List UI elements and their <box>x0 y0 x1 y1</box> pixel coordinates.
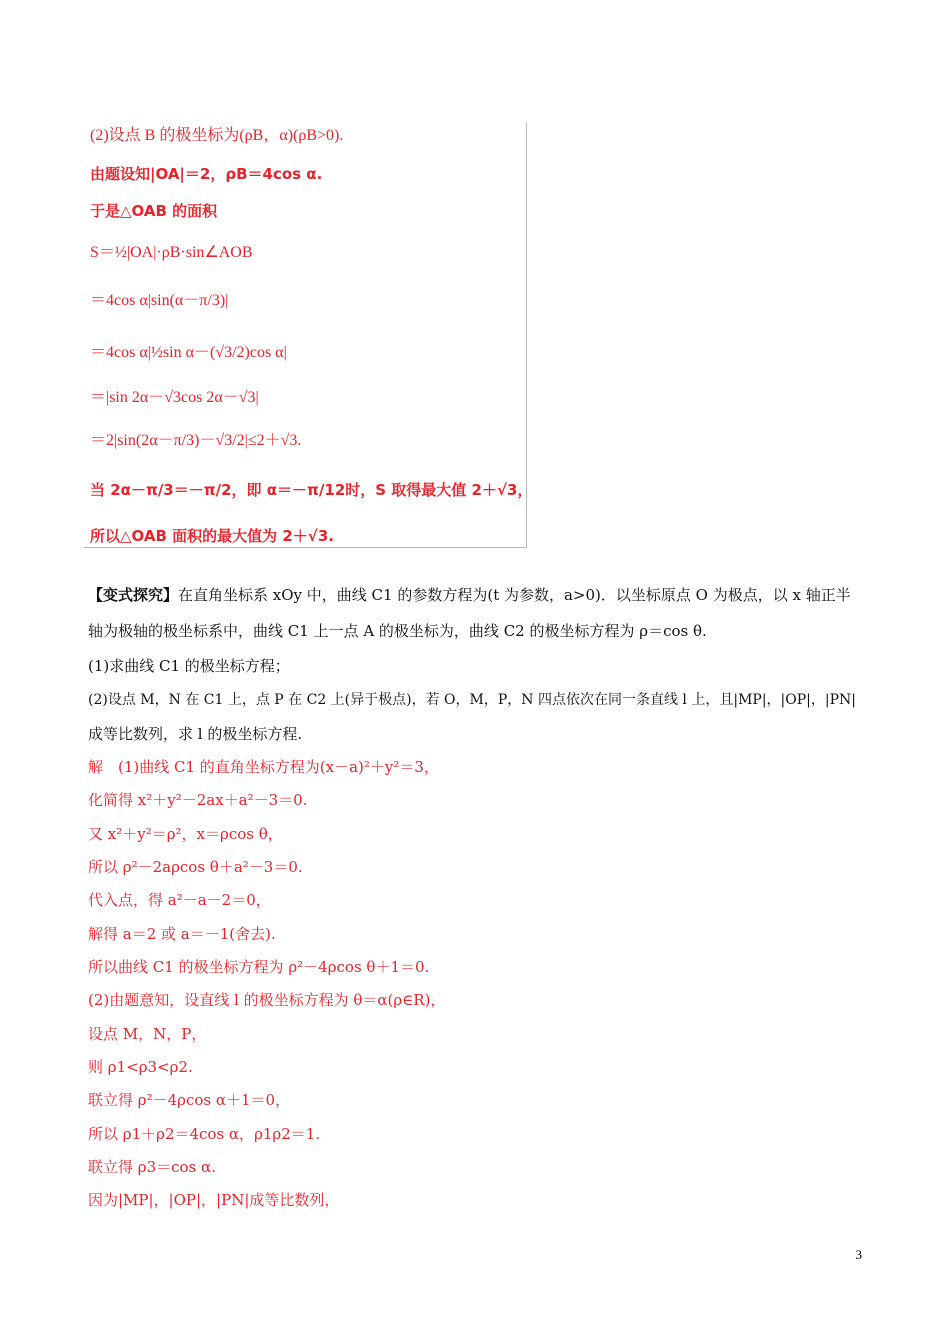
box-line: ＝|sin 2α－√3cos 2α－√3| <box>90 389 259 406</box>
box-line: 于是△OAB 的面积 <box>90 202 218 220</box>
solution-line: 化简得 x²＋y²－2ax＋a²－3＝0. <box>88 791 308 809</box>
solution-line: 所以 ρ1＋ρ2＝4cos α，ρ1ρ2＝1. <box>88 1125 321 1143</box>
box-line: ＝4cos α|sin(α－π/3)| <box>90 292 229 309</box>
box-line: ＝4cos α|½sin α－(√3/2)cos α| <box>90 344 287 361</box>
box-line: S＝½|OA|·ρB·sin∠AOB <box>90 244 253 261</box>
solution-line: (2)由题意知，设直线 l 的极坐标方程为 θ＝α(ρ∈R)， <box>88 991 446 1009</box>
solution-line: 因为|MP|，|OP|，|PN|成等比数列， <box>88 1191 340 1209</box>
box-line: 由题设知|OA|＝2，ρB＝4cos α. <box>90 165 323 183</box>
solution-line: 解得 a＝2 或 a＝－1(舍去). <box>88 925 276 943</box>
solution-line: 所以曲线 C1 的极坐标方程为 ρ²－4ρcos θ＋1＝0. <box>88 958 430 976</box>
variant-paragraph-line: 轴为极轴的极坐标系中，曲线 C1 上一点 A 的极坐标为，曲线 C2 的极坐标方程为 ρ＝cos θ. <box>88 622 707 640</box>
solution-line: 解 (1)曲线 C1 的直角坐标方程为(x－a)²＋y²＝3， <box>88 758 439 776</box>
solution-line: 设点 M，N，P， <box>88 1025 207 1043</box>
box-line: 当 2α－π/3＝－π/2，即 α＝－π/12时，S 取得最大值 2＋√3， <box>90 481 533 499</box>
variant-paragraph-line: (2)设点 M，N 在 C1 上，点 P 在 C2 上(异于极点)，若 O，M，P，N 四点依次在同一条直线 l 上，且|MP|，|OP|，|PN| <box>88 692 856 708</box>
variant-paragraph-line: (1)求曲线 C1 的极坐标方程； <box>88 657 290 675</box>
page-number: 3 <box>855 1247 862 1262</box>
box-line: (2)设点 B 的极坐标为(ρB，α)(ρB>0). <box>90 127 344 144</box>
box-line: ＝2|sin(2α－π/3)－√3/2|≤2＋√3. <box>90 432 302 449</box>
box-line: 所以△OAB 面积的最大值为 2＋√3. <box>90 527 334 545</box>
solution-line: 联立得 ρ3＝cos α. <box>88 1158 216 1176</box>
variant-paragraph-line: 成等比数列，求 l 的极坐标方程. <box>88 725 303 743</box>
variant-heading: 【变式探究】 <box>88 586 179 604</box>
solution-line: 联立得 ρ²－4ρcos α＋1＝0， <box>88 1091 291 1109</box>
solution-line: 代入点，得 a²－a－2＝0， <box>88 891 271 909</box>
solution-line: 则 ρ1<ρ3<ρ2. <box>88 1058 193 1076</box>
solution-line: 所以 ρ²－2aρcos θ＋a²－3＝0. <box>88 858 303 876</box>
variant-paragraph-line: 【变式探究】在直角坐标系 xOy 中，曲线 C1 的参数方程为(t 为参数，a>0)．以坐标原点 O 为极点，以 x 轴正半 <box>88 586 851 604</box>
solution-line: 又 x²＋y²＝ρ²，x＝ρcos θ， <box>88 825 283 843</box>
